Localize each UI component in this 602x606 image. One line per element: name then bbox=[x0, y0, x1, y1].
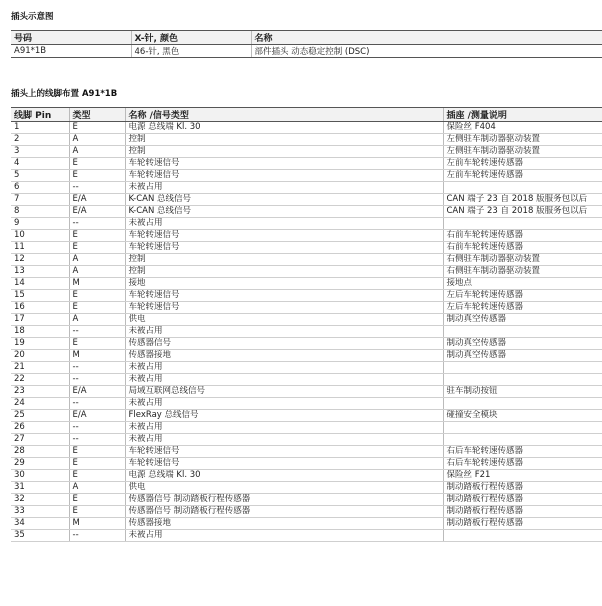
pin-signal: 传感器接地 bbox=[125, 518, 443, 530]
pin-number: 34 bbox=[11, 518, 69, 530]
pin-number: 28 bbox=[11, 446, 69, 458]
table-row bbox=[11, 230, 602, 242]
pin-type: A bbox=[69, 134, 125, 146]
pin-signal: 未被占用 bbox=[125, 398, 443, 410]
pin-signal: K-CAN 总线信号 bbox=[125, 206, 443, 218]
pin-type: -- bbox=[69, 326, 125, 338]
pin-signal: 未被占用 bbox=[125, 218, 443, 230]
pin-signal: 供电 bbox=[125, 482, 443, 494]
pin-signal: 传感器信号 制动踏板行程传感器 bbox=[125, 494, 443, 506]
pin-signal: 未被占用 bbox=[125, 326, 443, 338]
pin-socket: 左前车轮转速传感器 bbox=[443, 170, 602, 182]
pin-type: -- bbox=[69, 182, 125, 194]
table-row bbox=[11, 338, 602, 350]
connector-row bbox=[11, 45, 602, 58]
column-header-pins-color: X-针, 颜色 bbox=[131, 31, 251, 45]
table-row bbox=[11, 362, 602, 374]
pin-number: 31 bbox=[11, 482, 69, 494]
table-row bbox=[11, 422, 602, 434]
pin-socket: 右前车轮转速传感器 bbox=[443, 242, 602, 254]
pin-type: -- bbox=[69, 362, 125, 374]
pin-number: 23 bbox=[11, 386, 69, 398]
pin-number: 1 bbox=[11, 122, 69, 134]
pin-signal: 车轮转速信号 bbox=[125, 302, 443, 314]
pin-number: 24 bbox=[11, 398, 69, 410]
pin-type: E/A bbox=[69, 410, 125, 422]
pin-socket: 制动踏板行程传感器 bbox=[443, 494, 602, 506]
pin-signal: 传感器信号 制动踏板行程传感器 bbox=[125, 506, 443, 518]
connector-number: A91*1B bbox=[11, 45, 131, 58]
pin-socket: 碰撞安全模块 bbox=[443, 410, 602, 422]
pin-type: -- bbox=[69, 422, 125, 434]
pin-socket: 保险丝 F21 bbox=[443, 470, 602, 482]
pin-socket: 右后车轮转速传感器 bbox=[443, 446, 602, 458]
pin-signal: 控制 bbox=[125, 134, 443, 146]
pin-type: E bbox=[69, 470, 125, 482]
pin-socket: 右侧驻车制动器驱动装置 bbox=[443, 254, 602, 266]
pin-signal: 电源 总线端 Kl. 30 bbox=[125, 122, 443, 134]
pin-socket: 左侧驻车制动器驱动装置 bbox=[443, 134, 602, 146]
table-row bbox=[11, 122, 602, 134]
pin-socket: 制动踏板行程传感器 bbox=[443, 518, 602, 530]
connector-pins-color: 46-针, 黑色 bbox=[131, 45, 251, 58]
pin-type: E bbox=[69, 122, 125, 134]
pin-signal: 未被占用 bbox=[125, 434, 443, 446]
pin-signal: 控制 bbox=[125, 266, 443, 278]
pin-number: 3 bbox=[11, 146, 69, 158]
pin-number: 7 bbox=[11, 194, 69, 206]
pin-socket: 制动踏板行程传感器 bbox=[443, 482, 602, 494]
pin-type: E/A bbox=[69, 206, 125, 218]
table-row bbox=[11, 314, 602, 326]
pin-socket bbox=[443, 398, 602, 410]
pin-number: 20 bbox=[11, 350, 69, 362]
pin-type: E/A bbox=[69, 386, 125, 398]
table-row bbox=[11, 290, 602, 302]
pin-type: A bbox=[69, 482, 125, 494]
pin-type: -- bbox=[69, 218, 125, 230]
pin-type: E bbox=[69, 506, 125, 518]
pin-socket bbox=[443, 434, 602, 446]
pin-signal: 传感器信号 bbox=[125, 338, 443, 350]
pin-socket: 保险丝 F404 bbox=[443, 122, 602, 134]
pin-type: M bbox=[69, 278, 125, 290]
pin-number: 4 bbox=[11, 158, 69, 170]
pin-signal: 未被占用 bbox=[125, 374, 443, 386]
connector-table bbox=[11, 30, 602, 58]
pin-type: A bbox=[69, 314, 125, 326]
table-row bbox=[11, 146, 602, 158]
table-row bbox=[11, 374, 602, 386]
table-row bbox=[11, 470, 602, 482]
pin-socket bbox=[443, 422, 602, 434]
connector-name: 部件插头 动态稳定控制 (DSC) bbox=[251, 45, 602, 58]
pin-type: M bbox=[69, 350, 125, 362]
pin-signal: 车轮转速信号 bbox=[125, 230, 443, 242]
pin-signal: 局域互联网总线信号 bbox=[125, 386, 443, 398]
pin-socket: 右侧驻车制动器驱动装置 bbox=[443, 266, 602, 278]
pin-type: E bbox=[69, 242, 125, 254]
pin-socket bbox=[443, 374, 602, 386]
pin-type: E bbox=[69, 302, 125, 314]
pin-socket: 右后车轮转速传感器 bbox=[443, 458, 602, 470]
table-row bbox=[11, 278, 602, 290]
column-header-socket: 插座 /测量说明 bbox=[443, 108, 602, 122]
pin-type: E bbox=[69, 458, 125, 470]
pin-socket: 左侧驻车制动器驱动装置 bbox=[443, 146, 602, 158]
table-row bbox=[11, 398, 602, 410]
pin-signal: 车轮转速信号 bbox=[125, 158, 443, 170]
table-row bbox=[11, 446, 602, 458]
pin-type: E bbox=[69, 290, 125, 302]
table-row bbox=[11, 458, 602, 470]
pin-number: 12 bbox=[11, 254, 69, 266]
pin-number: 13 bbox=[11, 266, 69, 278]
pin-type: -- bbox=[69, 374, 125, 386]
pin-signal: 接地 bbox=[125, 278, 443, 290]
pin-signal: 供电 bbox=[125, 314, 443, 326]
table-row bbox=[11, 134, 602, 146]
pin-number: 5 bbox=[11, 170, 69, 182]
pin-socket: CAN 端子 23 自 2018 版服务包以后 bbox=[443, 194, 602, 206]
pin-type: M bbox=[69, 518, 125, 530]
pin-number: 32 bbox=[11, 494, 69, 506]
pin-number: 10 bbox=[11, 230, 69, 242]
table-row bbox=[11, 206, 602, 218]
pin-signal: 控制 bbox=[125, 146, 443, 158]
pin-socket bbox=[443, 218, 602, 230]
pin-type: E bbox=[69, 446, 125, 458]
pin-signal: 车轮转速信号 bbox=[125, 458, 443, 470]
table-row bbox=[11, 218, 602, 230]
pin-type: A bbox=[69, 146, 125, 158]
pin-number: 27 bbox=[11, 434, 69, 446]
table-row bbox=[11, 350, 602, 362]
pin-signal: 未被占用 bbox=[125, 182, 443, 194]
pin-socket bbox=[443, 326, 602, 338]
pin-type: -- bbox=[69, 434, 125, 446]
pin-number: 6 bbox=[11, 182, 69, 194]
table-row bbox=[11, 482, 602, 494]
pin-number: 18 bbox=[11, 326, 69, 338]
table-row bbox=[11, 386, 602, 398]
pin-socket: 驻车制动按钮 bbox=[443, 386, 602, 398]
table-row bbox=[11, 266, 602, 278]
table-row bbox=[11, 254, 602, 266]
pin-number: 26 bbox=[11, 422, 69, 434]
pin-number: 2 bbox=[11, 134, 69, 146]
connector-section-title: 插头示意图 bbox=[11, 12, 54, 22]
pin-signal: 未被占用 bbox=[125, 530, 443, 542]
table-row bbox=[11, 530, 602, 542]
table-row bbox=[11, 302, 602, 314]
pin-signal: 电源 总线端 Kl. 30 bbox=[125, 470, 443, 482]
pin-type: E bbox=[69, 338, 125, 350]
pin-number: 17 bbox=[11, 314, 69, 326]
pin-type: E bbox=[69, 158, 125, 170]
column-header-signal: 名称 /信号类型 bbox=[125, 108, 443, 122]
pin-signal: 车轮转速信号 bbox=[125, 290, 443, 302]
connector-header-row bbox=[11, 31, 602, 45]
pin-socket: 制动踏板行程传感器 bbox=[443, 506, 602, 518]
pin-signal: 未被占用 bbox=[125, 422, 443, 434]
table-row bbox=[11, 326, 602, 338]
table-row bbox=[11, 170, 602, 182]
pin-socket bbox=[443, 530, 602, 542]
pin-number: 16 bbox=[11, 302, 69, 314]
pin-socket: CAN 端子 23 自 2018 版服务包以后 bbox=[443, 206, 602, 218]
pin-signal: 未被占用 bbox=[125, 362, 443, 374]
column-header-pin: 线脚 Pin bbox=[11, 108, 69, 122]
pin-type: E/A bbox=[69, 194, 125, 206]
pin-number: 25 bbox=[11, 410, 69, 422]
pin-number: 15 bbox=[11, 290, 69, 302]
pin-number: 21 bbox=[11, 362, 69, 374]
table-row bbox=[11, 158, 602, 170]
pin-type: -- bbox=[69, 530, 125, 542]
column-header-name: 名称 bbox=[251, 31, 602, 45]
pin-number: 9 bbox=[11, 218, 69, 230]
pin-signal: 控制 bbox=[125, 254, 443, 266]
table-row bbox=[11, 434, 602, 446]
table-row bbox=[11, 506, 602, 518]
pin-number: 19 bbox=[11, 338, 69, 350]
pin-signal: 车轮转速信号 bbox=[125, 170, 443, 182]
pin-signal: 车轮转速信号 bbox=[125, 446, 443, 458]
pin-type: A bbox=[69, 266, 125, 278]
pin-signal: 传感器接地 bbox=[125, 350, 443, 362]
pin-number: 11 bbox=[11, 242, 69, 254]
pin-signal: K-CAN 总线信号 bbox=[125, 194, 443, 206]
pin-socket: 左后车轮转速传感器 bbox=[443, 290, 602, 302]
pin-signal: 车轮转速信号 bbox=[125, 242, 443, 254]
pin-number: 30 bbox=[11, 470, 69, 482]
pin-table-body bbox=[11, 122, 602, 542]
pin-layout-section-title: 插头上的线脚布置 A91*1B bbox=[11, 89, 118, 99]
pin-socket: 左前车轮转速传感器 bbox=[443, 158, 602, 170]
table-row bbox=[11, 494, 602, 506]
pin-number: 14 bbox=[11, 278, 69, 290]
pin-socket: 右前车轮转速传感器 bbox=[443, 230, 602, 242]
pin-socket bbox=[443, 362, 602, 374]
table-row bbox=[11, 518, 602, 530]
pin-socket: 接地点 bbox=[443, 278, 602, 290]
pin-type: A bbox=[69, 254, 125, 266]
pin-signal: FlexRay 总线信号 bbox=[125, 410, 443, 422]
pin-socket: 制动真空传感器 bbox=[443, 350, 602, 362]
table-row bbox=[11, 242, 602, 254]
column-header-type: 类型 bbox=[69, 108, 125, 122]
pin-number: 8 bbox=[11, 206, 69, 218]
column-header-number: 号码 bbox=[11, 31, 131, 45]
pin-socket: 左后车轮转速传感器 bbox=[443, 302, 602, 314]
pin-socket: 制动真空传感器 bbox=[443, 314, 602, 326]
pin-type: E bbox=[69, 170, 125, 182]
table-row bbox=[11, 182, 602, 194]
pin-type: E bbox=[69, 494, 125, 506]
pin-layout-table bbox=[11, 107, 602, 542]
pin-number: 22 bbox=[11, 374, 69, 386]
pin-number: 35 bbox=[11, 530, 69, 542]
pin-header-row bbox=[11, 108, 602, 122]
table-row bbox=[11, 194, 602, 206]
pin-number: 33 bbox=[11, 506, 69, 518]
pin-type: -- bbox=[69, 398, 125, 410]
pin-socket bbox=[443, 182, 602, 194]
pin-number: 29 bbox=[11, 458, 69, 470]
pin-socket: 制动真空传感器 bbox=[443, 338, 602, 350]
table-row bbox=[11, 410, 602, 422]
pin-type: E bbox=[69, 230, 125, 242]
